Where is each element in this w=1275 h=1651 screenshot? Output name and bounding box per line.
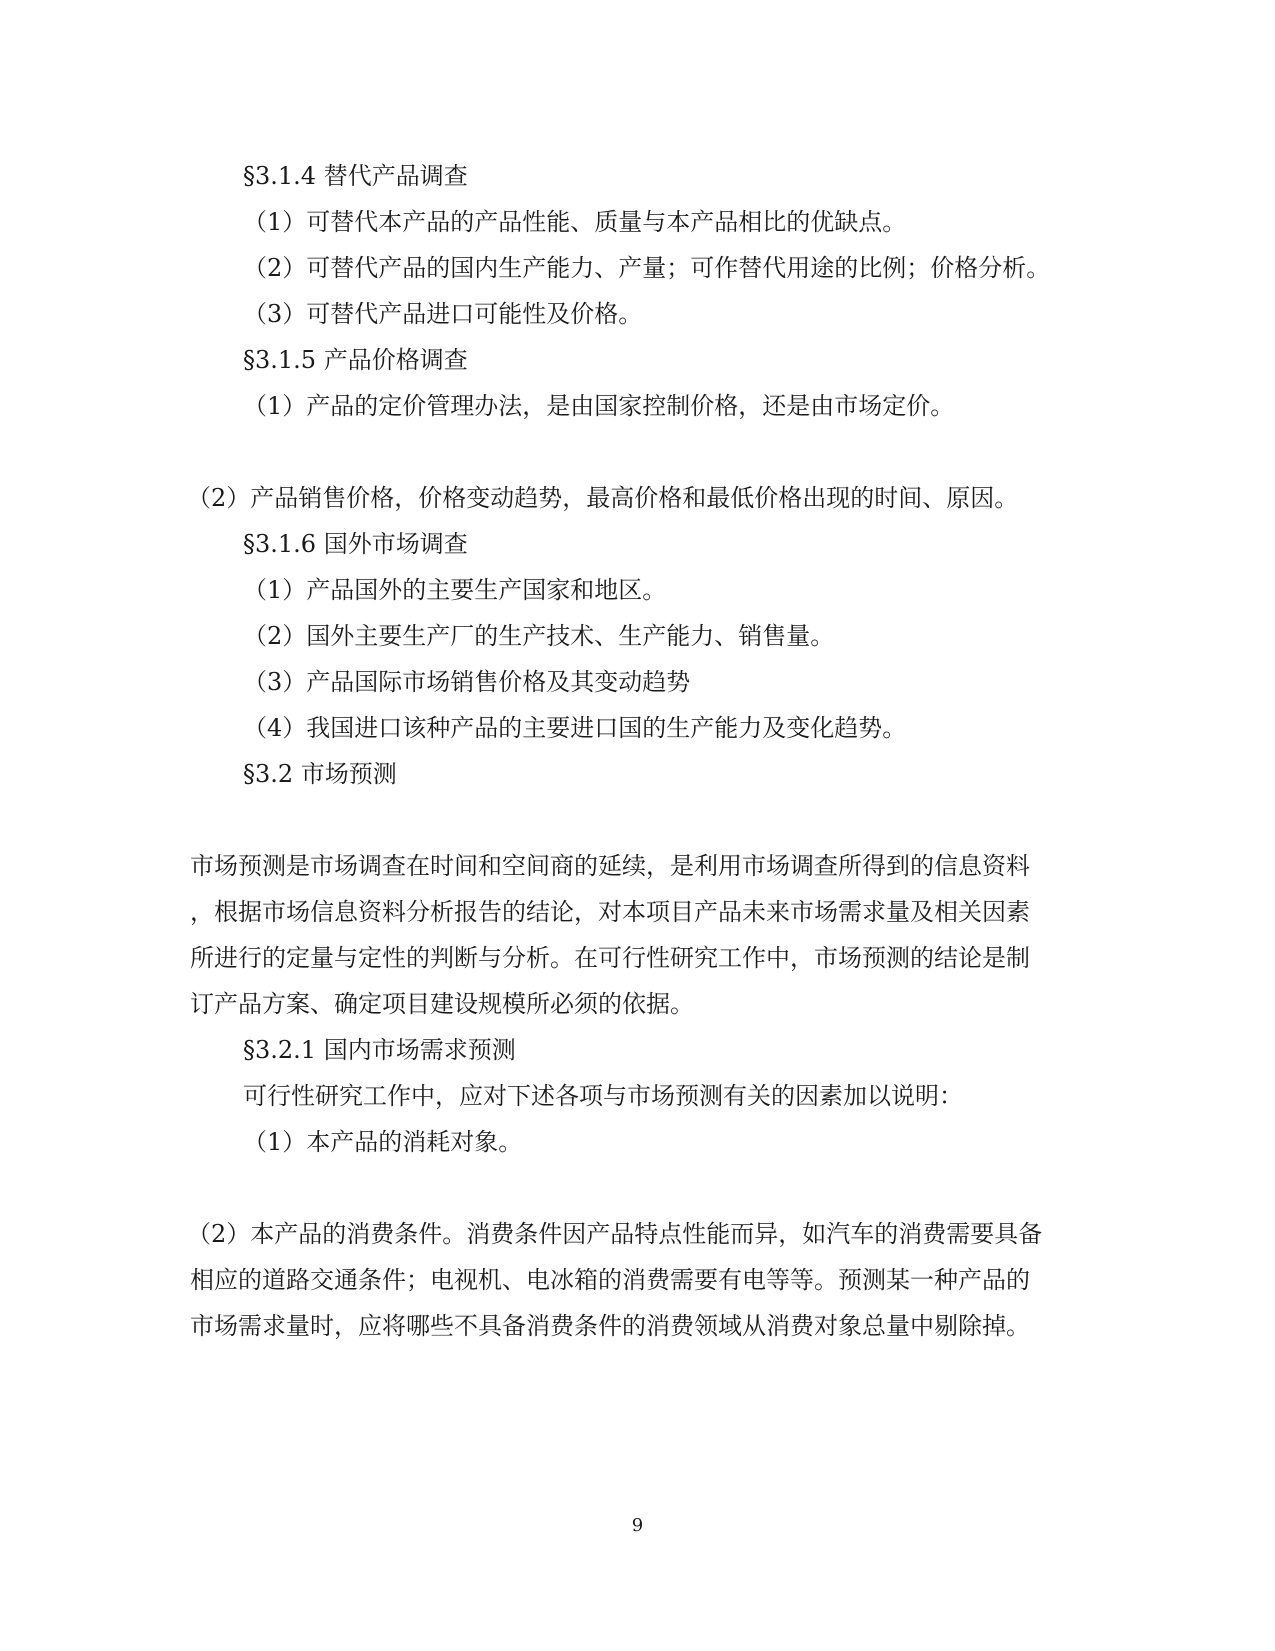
page-number: 9: [631, 1515, 644, 1536]
list-item: （1）可替代本产品的产品性能、质量与本产品相比的优缺点。: [243, 208, 907, 236]
paragraph-line: 市场需求量时，应将哪些不具备消费条件的消费领域从消费对象总量中剔除掉。: [190, 1312, 1030, 1340]
paragraph-line: 相应的道路交通条件；电视机、电冰箱的消费需要有电等等。预测某一种产品的: [190, 1266, 1030, 1294]
list-item: （1）产品国外的主要生产国家和地区。: [243, 576, 667, 604]
section-heading: §3.2 市场预测: [243, 760, 397, 788]
section-heading: §3.1.4 替代产品调查: [243, 162, 468, 190]
list-item: （2）产品销售价格，价格变动趋势，最高价格和最低价格出现的时间、原因。: [187, 484, 1019, 512]
paragraph-line: 所进行的定量与定性的判断与分析。在可行性研究工作中，市场预测的结论是制: [190, 944, 1030, 972]
section-heading: §3.1.5 产品价格调查: [243, 346, 468, 374]
list-item: （2）本产品的消费条件。消费条件因产品特点性能而异，如汽车的消费需要具备: [187, 1220, 1043, 1248]
list-item: （2）国外主要生产厂的生产技术、生产能力、销售量。: [243, 622, 835, 650]
list-item: （2）可替代产品的国内生产能力、产量；可作替代用途的比例；价格分析。: [243, 254, 1051, 282]
section-heading: §3.2.1 国内市场需求预测: [243, 1036, 516, 1064]
section-heading: §3.1.6 国外市场调查: [243, 530, 468, 558]
list-item: （4）我国进口该种产品的主要进口国的生产能力及变化趋势。: [243, 714, 907, 742]
list-item: （1）产品的定价管理办法，是由国家控制价格，还是由市场定价。: [243, 392, 955, 420]
paragraph-line: ，根据市场信息资料分析报告的结论，对本项目产品未来市场需求量及相关因素: [190, 898, 1030, 926]
paragraph-line: 订产品方案、确定项目建设规模所必须的依据。: [190, 990, 694, 1018]
list-item: （1）本产品的消耗对象。: [243, 1128, 523, 1156]
list-item: （3）产品国际市场销售价格及其变动趋势: [243, 668, 691, 696]
paragraph-line: 可行性研究工作中，应对下述各项与市场预测有关的因素加以说明：: [243, 1082, 963, 1110]
list-item: （3）可替代产品进口可能性及价格。: [243, 300, 643, 328]
paragraph-line: 市场预测是市场调查在时间和空间商的延续，是利用市场调查所得到的信息资料: [190, 852, 1030, 880]
